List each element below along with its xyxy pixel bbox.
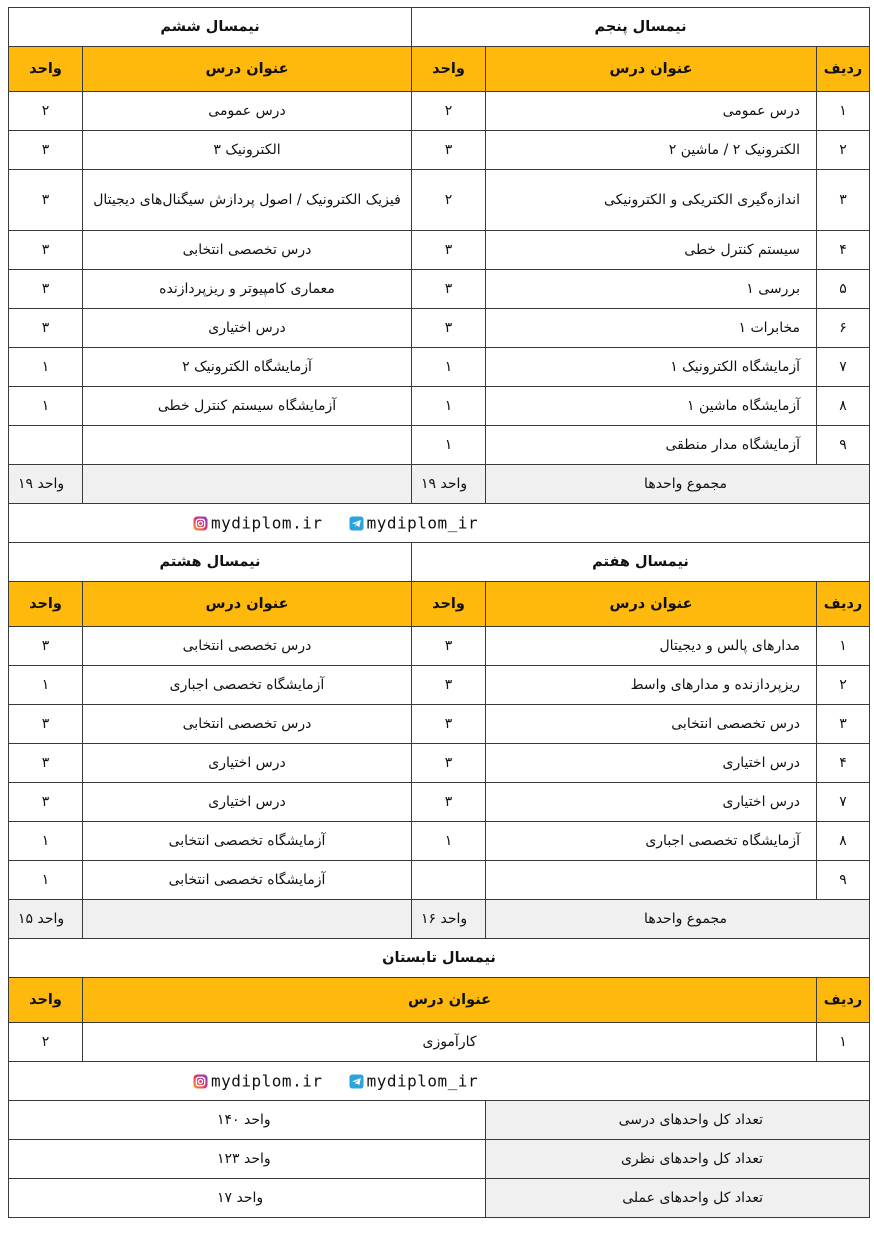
row-number: ۲ — [817, 131, 870, 170]
summer-header-row — [9, 978, 870, 1023]
course-row — [9, 270, 870, 309]
unit-cell: ۱ — [412, 387, 486, 426]
course-row — [9, 231, 870, 270]
unit-cell: ۳ — [9, 705, 83, 744]
unit-cell: ۳ — [9, 231, 83, 270]
sum-row — [9, 465, 870, 504]
telegram-icon — [349, 516, 364, 531]
telegram-link[interactable] — [349, 1071, 478, 1092]
course-cell: درس تخصصی انتخابی — [83, 231, 412, 270]
row-number: ۸ — [817, 822, 870, 861]
course-cell: مدارهای پالس و دیجیتال — [486, 627, 817, 666]
course-row — [9, 744, 870, 783]
row-number: ۷ — [817, 348, 870, 387]
course-cell: درس اختیاری — [83, 783, 412, 822]
semester-title-right: نیمسال هفتم — [412, 543, 870, 582]
unit-cell: ۳ — [412, 744, 486, 783]
sum-filler — [83, 465, 412, 504]
unit-cell: ۳ — [412, 231, 486, 270]
unit-cell: ۳ — [412, 309, 486, 348]
row-number: ۶ — [817, 309, 870, 348]
course-cell: درس تخصصی انتخابی — [486, 705, 817, 744]
course-cell — [486, 861, 817, 900]
course-cell: فیزیک الکترونیک / اصول پردازش سیگنال‌های دیجیتال — [83, 170, 412, 231]
total-label: تعداد کل واحدهای درسی — [486, 1101, 870, 1140]
header-title: عنوان درس — [83, 47, 412, 92]
sum-label: مجموع واحدها — [486, 465, 870, 504]
sum-filler — [83, 900, 412, 939]
curriculum-table — [8, 7, 870, 1218]
semester-title-row — [9, 8, 870, 47]
course-cell: درس تخصصی انتخابی — [83, 627, 412, 666]
course-cell: اندازه‌گیری الکتریکی و الکترونیکی — [486, 170, 817, 231]
instagram-link[interactable] — [193, 1071, 322, 1092]
row-number: ۲ — [817, 666, 870, 705]
unit-cell: ۳ — [412, 131, 486, 170]
header-row — [9, 47, 870, 92]
semester-title-left: نیمسال ششم — [9, 8, 412, 47]
course-row — [9, 666, 870, 705]
semester-title-left: نیمسال هشتم — [9, 543, 412, 582]
unit-cell: ۳ — [9, 627, 83, 666]
total-value: ۱۷ واحد — [9, 1179, 486, 1218]
course-row — [9, 92, 870, 131]
header-title: عنوان درس — [486, 47, 817, 92]
course-cell: آزمایشگاه ماشین ۱ — [486, 387, 817, 426]
course-cell: بررسی ۱ — [486, 270, 817, 309]
course-cell: الکترونیک ۳ — [83, 131, 412, 170]
unit-cell: ۳ — [9, 309, 83, 348]
unit-cell: ۳ — [412, 666, 486, 705]
instagram-icon — [193, 1074, 208, 1089]
row-number: ۴ — [817, 744, 870, 783]
summer-title-row — [9, 939, 870, 978]
header-title: عنوان درس — [486, 582, 817, 627]
row-number: ۹ — [817, 426, 870, 465]
telegram-handle: mydiplom_ir — [366, 513, 479, 533]
course-row — [9, 170, 870, 231]
row-number: ۹ — [817, 861, 870, 900]
course-cell: درس اختیاری — [83, 309, 412, 348]
sum-label: مجموع واحدها — [486, 900, 870, 939]
unit-cell: ۲ — [9, 92, 83, 131]
row-number: ۱ — [817, 1023, 870, 1062]
course-cell: درس تخصصی انتخابی — [83, 705, 412, 744]
course-cell: درس اختیاری — [83, 744, 412, 783]
row-number: ۳ — [817, 705, 870, 744]
total-label: تعداد کل واحدهای نظری — [486, 1140, 870, 1179]
unit-cell: ۱ — [9, 822, 83, 861]
telegram-handle: mydiplom_ir — [366, 1071, 479, 1091]
course-cell: درس عمومی — [83, 92, 412, 131]
summer-title: نیمسال تابستان — [9, 939, 870, 978]
unit-cell: ۲ — [9, 1023, 83, 1062]
unit-cell: ۲ — [412, 170, 486, 231]
unit-cell: ۱ — [412, 426, 486, 465]
header-unit: واحد — [412, 582, 486, 627]
course-cell: ریزپردازنده و مدارهای واسط — [486, 666, 817, 705]
unit-cell: ۳ — [9, 783, 83, 822]
course-row — [9, 783, 870, 822]
sum-value-left: ۱۹ واحد — [9, 465, 83, 504]
unit-cell: ۳ — [412, 705, 486, 744]
total-row — [9, 1101, 870, 1140]
row-number: ۱ — [817, 627, 870, 666]
unit-cell: ۱ — [9, 666, 83, 705]
course-row — [9, 131, 870, 170]
unit-cell: ۳ — [412, 783, 486, 822]
header-row — [9, 582, 870, 627]
instagram-link[interactable] — [193, 513, 322, 534]
course-row — [9, 426, 870, 465]
sum-value-right: ۱۹ واحد — [412, 465, 486, 504]
course-row — [9, 705, 870, 744]
telegram-icon — [349, 1074, 364, 1089]
unit-cell: ۳ — [9, 131, 83, 170]
header-unit: واحد — [9, 978, 83, 1023]
instagram-handle: mydiplom.ir — [211, 1071, 323, 1091]
course-row — [9, 309, 870, 348]
total-value: ۱۴۰ واحد — [9, 1101, 486, 1140]
row-number: ۴ — [817, 231, 870, 270]
unit-cell: ۲ — [412, 92, 486, 131]
semester-title-right: نیمسال پنجم — [412, 8, 870, 47]
brand-row-tr — [9, 1062, 870, 1101]
course-cell — [83, 426, 412, 465]
course-cell: آزمایشگاه سیستم کنترل خطی — [83, 387, 412, 426]
instagram-icon — [193, 516, 208, 531]
header-row: ردیف — [817, 47, 870, 92]
header-unit: واحد — [9, 582, 83, 627]
course-cell: درس عمومی — [486, 92, 817, 131]
course-cell: معماری کامپیوتر و ریزپردازنده — [83, 270, 412, 309]
header-title: عنوان درس — [83, 582, 412, 627]
row-number: ۷ — [817, 783, 870, 822]
unit-cell: ۳ — [9, 170, 83, 231]
course-row — [9, 348, 870, 387]
semester-title-row — [9, 543, 870, 582]
course-cell: الکترونیک ۲ / ماشین ۲ — [486, 131, 817, 170]
course-cell: آزمایشگاه الکترونیک ۱ — [486, 348, 817, 387]
course-cell: درس اختیاری — [486, 783, 817, 822]
course-cell: آزمایشگاه تخصصی اجباری — [83, 666, 412, 705]
unit-cell: ۱ — [9, 348, 83, 387]
brand-row — [9, 1062, 870, 1101]
total-value: ۱۲۳ واحد — [9, 1140, 486, 1179]
total-row — [9, 1140, 870, 1179]
unit-cell — [412, 861, 486, 900]
sum-row — [9, 900, 870, 939]
unit-cell: ۱ — [412, 822, 486, 861]
course-row — [9, 627, 870, 666]
header-title: عنوان درس — [83, 978, 817, 1023]
course-cell: سیستم کنترل خطی — [486, 231, 817, 270]
sum-value-left: ۱۵ واحد — [9, 900, 83, 939]
course-row — [9, 387, 870, 426]
header-row: ردیف — [817, 582, 870, 627]
unit-cell: ۱ — [9, 387, 83, 426]
course-row — [9, 822, 870, 861]
brand-row-tr — [9, 504, 870, 543]
header-unit: واحد — [9, 47, 83, 92]
course-cell: درس اختیاری — [486, 744, 817, 783]
unit-cell: ۳ — [9, 270, 83, 309]
unit-cell: ۳ — [412, 627, 486, 666]
course-cell: آزمایشگاه الکترونیک ۲ — [83, 348, 412, 387]
telegram-link[interactable] — [349, 513, 478, 534]
header-unit: واحد — [412, 47, 486, 92]
course-cell: آزمایشگاه تخصصی انتخابی — [83, 861, 412, 900]
header-row: ردیف — [817, 978, 870, 1023]
row-number: ۱ — [817, 92, 870, 131]
unit-cell: ۳ — [412, 270, 486, 309]
course-cell: آزمایشگاه مدار منطقی — [486, 426, 817, 465]
instagram-handle: mydiplom.ir — [211, 513, 323, 533]
sum-value-right: ۱۶ واحد — [412, 900, 486, 939]
unit-cell: ۱ — [9, 861, 83, 900]
unit-cell: ۳ — [9, 744, 83, 783]
row-number: ۸ — [817, 387, 870, 426]
course-cell: آزمایشگاه تخصصی انتخابی — [83, 822, 412, 861]
total-row — [9, 1179, 870, 1218]
unit-cell: ۱ — [412, 348, 486, 387]
row-number: ۵ — [817, 270, 870, 309]
total-label: تعداد کل واحدهای عملی — [486, 1179, 870, 1218]
course-cell: آزمایشگاه تخصصی اجباری — [486, 822, 817, 861]
row-number: ۳ — [817, 170, 870, 231]
course-row — [9, 861, 870, 900]
unit-cell — [9, 426, 83, 465]
course-cell: مخابرات ۱ — [486, 309, 817, 348]
summer-course-row — [9, 1023, 870, 1062]
brand-row — [9, 504, 870, 543]
course-cell: کارآموزی — [83, 1023, 817, 1062]
